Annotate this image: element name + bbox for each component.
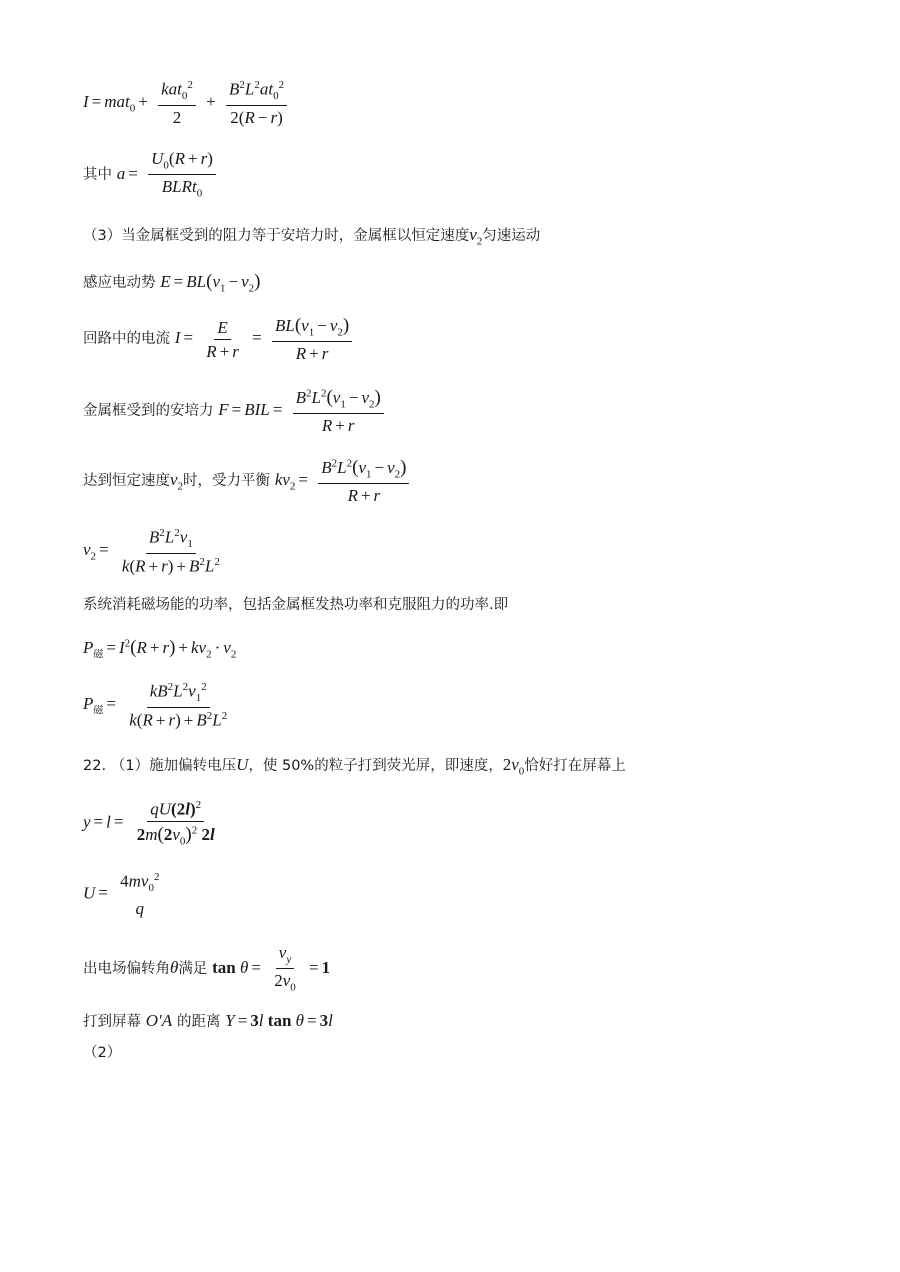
equation-current: 回路中的电流 I = $\frac{E}{R + r}$ = $\frac{BL(v_1 - v_2)}{R + r}$ (83, 316, 355, 362)
paragraph-q22-part1: 22. （1）施加偏转电压U，使 50%的粒子打到荧光屏，即速度，$2v_0$恰好打在屏幕上 (83, 755, 626, 778)
equation-balance: 达到恒定速度$v_2$时，受力平衡 $kv_2$ = $\frac{B^2L^2(v_1 - v_2)}{R + r}$ (83, 458, 412, 504)
equation-distance: 打到屏幕 O′A 的距离 Y = 3l tan θ = 3l (83, 1011, 333, 1030)
question-number: 22. (83, 758, 107, 774)
equation-impulse: I = mat$_0$ + $\frac{kat_0^2}{2}$ + $\frac{B^2L^2at_0^2}{2(R - r)}$ (83, 80, 290, 126)
equation-deflection: y = l = $\frac{qU(2l)^2}{2m(2v_0)^2 2l}$ (83, 799, 215, 848)
equation-voltage: U = $4mv_0^2$ q (83, 871, 160, 919)
equation-emf: 感应电动势 $E = BL(v_1 - v_2)$ (83, 271, 261, 295)
equation-ampere-force: 金属框受到的安培力 F = BIL = $\frac{B^2L^2(v_1 - v_2)}{R + r}$ (83, 388, 387, 434)
equation-power: $P_磁 = I^2(R + r) + kv_2 \cdot v_2$ (83, 637, 237, 661)
paragraph-part3: （3）当金属框受到的阻力等于安培力时，金属框以恒定速度$v_2$匀速运动 (83, 225, 541, 248)
equation-angle: 出电场偏转角θ满足 tan θ = $\frac{v_y}{2v_0}$ = 1 (83, 943, 331, 994)
equation-v2: $v_2$ = $\frac{B^2L^2v_1}{k(R + r) + B^2L^2}$ (83, 527, 220, 576)
equation-power-final: $P_磁$ = $\frac{kB^2L^2v_1^2}{k(R + r) + B^2L^2}$ (83, 681, 228, 730)
text-where: 其中 (83, 166, 112, 183)
paragraph-power-intro: 系统消耗磁场能的功率，包括金属框发热功率和克服阻力的功率.即 (83, 597, 509, 613)
paragraph-part2: （2） (83, 1045, 122, 1061)
equation-acceleration: 其中 a = $\frac{U_0(R + r)}{BLRt_0}$ (83, 150, 219, 200)
